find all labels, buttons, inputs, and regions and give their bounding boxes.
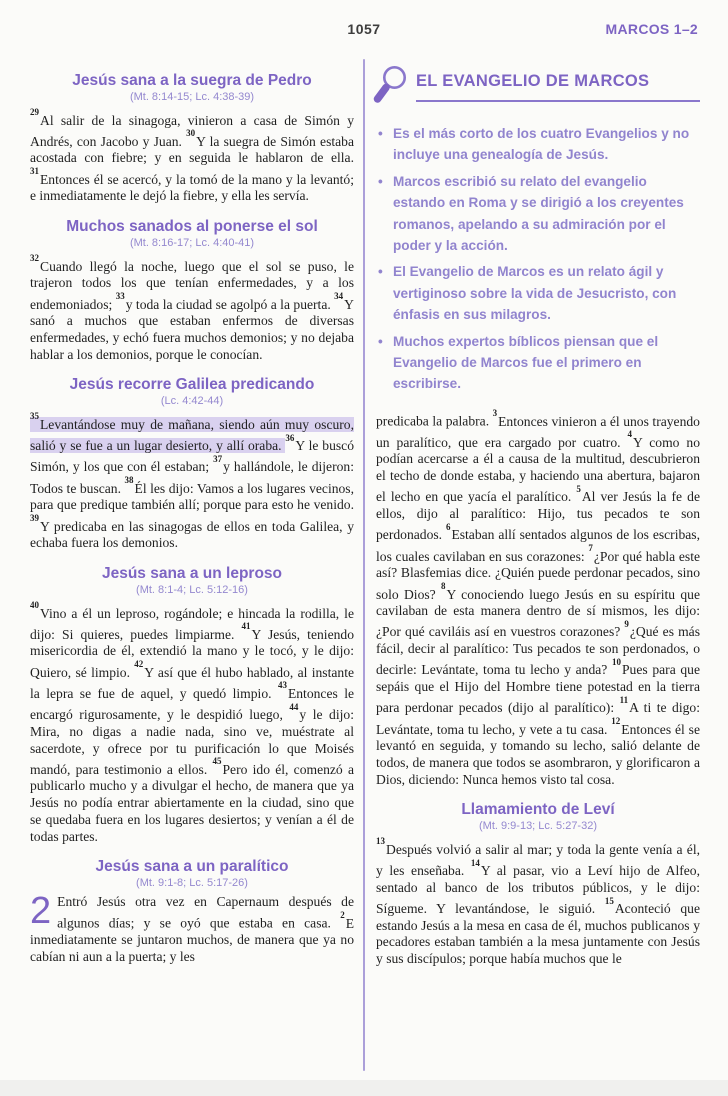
- column-divider: [363, 59, 365, 1071]
- verse-number: 37: [213, 453, 223, 464]
- verse-number: 8: [441, 580, 446, 591]
- verse-segment: $^9$¿Qué es más fácil, decir al paralítico: Tus pecados te son perdonados, o decirle: Levántate, toma tu lecho y anda?: [376, 618, 700, 678]
- verse-number: 31: [30, 166, 39, 177]
- verse-number: 14: [470, 857, 480, 868]
- verse-number: 29: [30, 107, 39, 117]
- callout-bullet-list: [376, 123, 700, 395]
- verse-segment: $^4$Y como no podían acercarse a él a causa de la multitud, descubrieron el techo de donde estaba, y haciendo una abertura, bajaron el lecho en que yacía el paralítico.: [376, 429, 700, 505]
- verse-paragraph: [30, 412, 354, 552]
- verse-segment: predicaba la palabra.: [376, 413, 493, 429]
- verse-number: 38: [124, 475, 134, 486]
- verse-number: 41: [241, 621, 251, 632]
- callout-bullet: • Marcos escribió su relato del evangelio estando en Roma y se dirigió a los creyentes romanos, apelando a su admiración por el poder y la acción.: [376, 171, 700, 257]
- verse-segment: $^{40}$Vino a él un leproso, rogándole; e hincada la rodilla, le dijo: Si quieres, puedes limpiarme.: [30, 599, 354, 642]
- verse-segment: $^{32}$Cuando llegó la noche, luego que el sol se puso, le trajeron todos los que tenían enfermedades, y a los endemoniados;: [30, 253, 354, 312]
- gospel-of-mark-callout: [376, 59, 700, 409]
- verse-segment: $^{11}$A ti te digo: Levántate, toma tu lecho, y vete a tu casa.: [376, 694, 700, 737]
- verse-segment: $^{10}$Pues para que sepáis que el Hijo del Hombre tiene potestad en la tierra para perdonar pecados (dijo al paralítico):: [376, 656, 701, 716]
- verse-segment: $^{38}$Él les dijo: Vamos a los lugares vecinos, para que predique también allí; porque para esto he venido.: [30, 475, 354, 513]
- book-range-header: MARCOS 1–2: [605, 21, 698, 37]
- verse-segment: $^{39}$Y predicaba en las sinagogas de ellos en toda Galilea, y echaba fuera los demonios.: [30, 513, 354, 551]
- verse-segment: $^2$E inmediatamente se juntaron muchos, de manera que ya no cabían ni aun a la puerta; y les: [30, 910, 354, 964]
- verse-segment: $^{37}$y hallándole, le dijeron: Todos te buscan.: [30, 453, 354, 496]
- verse-number: 34: [334, 291, 344, 302]
- left-column: [30, 59, 354, 970]
- verse-number: 10: [612, 656, 621, 667]
- section-heading: Jesús sana a un paralítico: [95, 858, 289, 876]
- verse-number: 35: [30, 411, 39, 422]
- verse-number: 4: [627, 429, 632, 440]
- verse-paragraph: [376, 409, 700, 788]
- verse-segment: Entró Jesús otra vez en Capernaum después de algunos días; y se oyó que estaba en casa.: [57, 894, 354, 931]
- verse-paragraph: [30, 108, 354, 205]
- right-column-text: [376, 409, 700, 968]
- callout-bullet: • Es el más corto de los cuatro Evangelios y no incluye una genealogía de Jesús.: [376, 123, 700, 166]
- callout-title: EL EVANGELIO DE MARCOS: [416, 72, 650, 90]
- verse-segment: $^{41}$Y Jesús, teniendo misericordia de él, extendió la mano y le tocó, y le dijo: Quiero, sé limpio.: [30, 621, 354, 680]
- verse-segment: $^{29}$Al salir de la sinagoga, vinieron a casa de Simón y Andrés, con Jacobo y Juan.: [30, 107, 354, 149]
- callout-bullet: • Muchos expertos bíblicos piensan que el Evangelio de Marcos fue el primero en escribirse.: [376, 331, 700, 395]
- section-cross-reference: (Mt. 8:14-15; Lc. 4:38-39): [129, 91, 255, 103]
- verse-segment: $^6$Estaban allí sentados algunos de los escribas, los cuales cavilaban en sus corazones:: [376, 521, 700, 564]
- page-number: 1057: [347, 21, 381, 37]
- verse-number: 44: [289, 701, 299, 712]
- verse-number: 7: [588, 543, 593, 554]
- verse-segment: $^{44}$y le dijo: Mira, no digas a nadie nada, sino ve, muéstrate al sacerdote, y ofrece por tu purificación lo que Moisés mandó, para testimonio a ellos.: [30, 701, 354, 777]
- section-cross-reference: (Mt. 8:16-17; Lc. 4:40-41): [129, 237, 255, 250]
- section-heading: Jesús recorre Galilea predicando: [69, 376, 315, 394]
- verse-segment: $^{30}$Y la suegra de Simón estaba acostada con fiebre; y en seguida le hablaron de ella.: [30, 128, 354, 166]
- callout-title-underline: [416, 65, 700, 102]
- verse-segment: $^5$Al ver Jesús la fe de ellos, dijo al paralítico: Hijo, tus pecados te son perdonados.: [376, 483, 700, 543]
- section-heading: Muchos sanados al ponerse el sol: [66, 218, 318, 236]
- section-heading: Jesús sana a un leproso: [101, 564, 283, 582]
- page-header: [0, 0, 728, 59]
- verse-segment: $^{13}$Después volvió a salir al mar; y toda la gente venía a él, y les enseñaba.: [376, 836, 700, 879]
- verse-segment: $^{12}$Entonces él se levantó en seguida, y tomando su lecho, salió delante de todos, de manera que todos se asombraron, y glorificaron a Dios, diciendo: Nunca hemos visto tal cosa.: [376, 716, 700, 787]
- page-bottom-margin: [0, 1080, 728, 1096]
- verse-segment: $^{36}$Y le buscó Simón, y los que con él estaban;: [30, 432, 354, 475]
- verse-paragraph: [30, 601, 354, 845]
- verse-number: 33: [115, 291, 125, 302]
- verse-segment: $^7$¿Por qué habla este así? Blasfemias dice. ¿Quién puede perdonar pecados, sino solo Dios?: [376, 543, 701, 602]
- highlighted-verse: $^{35}$Levantándose muy de mañana, siendo aún muy oscuro, salió y se fue a un lugar desierto, y allí oraba.: [30, 411, 354, 454]
- verse-segment: $^{15}$Aconteció que estando Jesús a la mesa en casa de él, muchos publicanos y pecadores estaban también a la mesa juntamente con Jesús y sus discípulos; porque había muchos que le: [376, 895, 701, 967]
- verse-number: 5: [576, 483, 581, 494]
- verse-number: 43: [277, 680, 287, 691]
- verse-segment: $^{45}$Pero ido él, comenzó a publicarlo mucho y a divulgar el hecho, de manera que ya Jesús no podía entrar abiertamente en la ciudad, sino que se quedaba fuera en los lugares desiertos; y venían a él de todas partes.: [30, 756, 354, 844]
- callout-header: [376, 65, 700, 111]
- verse-segment: $^{14}$Y al pasar, vio a Leví hijo de Alfeo, sentado al banco de los tributos públicos, y le dijo: Sígueme. Y levantándose, le siguió.: [376, 857, 700, 917]
- verse-number: 32: [30, 253, 39, 264]
- verse-segment: $^{31}$Entonces él se acercó, y la tomó de la mano y la levantó; e inmediatamente le dejó la fiebre, y ella les servía.: [30, 166, 354, 204]
- section-cross-reference: (Mt. 8:1-4; Lc. 5:12-16): [136, 583, 248, 596]
- verse-number: 30: [186, 128, 196, 139]
- verse-paragraph: [30, 890, 354, 965]
- magnifier-icon: [371, 63, 411, 111]
- verse-segment: $^3$Entonces vinieron a él unos trayendo un paralítico, que era cargado por cuatro.: [376, 408, 700, 450]
- section-cross-reference: (Lc. 4:42-44): [160, 395, 224, 408]
- verse-segment: $^{42}$Y así que él hubo hablado, al instante la lepra se fue de aquel, y quedó limpio.: [30, 659, 355, 701]
- verse-number: 11: [619, 694, 629, 705]
- verse-number: 45: [212, 756, 222, 767]
- callout-bullet: • El Evangelio de Marcos es un relato ágil y vertiginoso sobre la vida de Jesucristo, con énfasis en sus milagros.: [376, 261, 700, 325]
- verse-number: 36: [285, 432, 295, 443]
- text-columns: [0, 59, 728, 970]
- verse-number: 9: [624, 618, 629, 629]
- verse-segment: $^{33}$y toda la ciudad se agolpó a la puerta.: [115, 291, 335, 312]
- verse-number: 39: [30, 513, 39, 524]
- verse-number: 40: [30, 599, 39, 610]
- verse-number: 6: [445, 521, 451, 532]
- section-cross-reference: (Mt. 9:1-8; Lc. 5:17-26): [136, 877, 248, 890]
- verse-number: 42: [134, 659, 144, 670]
- chapter-number-dropcap: 2: [30, 890, 52, 933]
- section-heading: Jesús sana a la suegra de Pedro: [72, 72, 312, 89]
- verse-segment: $^{34}$Y sanó a muchos que estaban enfermos de diversas enfermedades, y echó fuera muchos demonios; y no dejaba hablar a los demonios, porque le conocían.: [30, 291, 354, 362]
- verse-number: 13: [376, 836, 385, 847]
- verse-paragraph: [30, 254, 354, 363]
- verse-segment: $^8$Y conociendo luego Jesús en su espíritu que cavilaban de esta manera dentro de sí mismos, les dijo: ¿Por qué caviláis así en vuestros corazones?: [376, 580, 701, 640]
- verse-paragraph: [376, 837, 700, 968]
- verse-number: 15: [604, 895, 614, 906]
- section-cross-reference: (Mt. 9:9-13; Lc. 5:27-32): [479, 820, 597, 833]
- verse-segment: $^{43}$Entonces le encargó rigurosamente, y le despidió luego,: [30, 680, 355, 723]
- verse-number: 12: [611, 716, 621, 727]
- section-heading: Llamamiento de Leví: [461, 801, 615, 819]
- verse-number: 3: [492, 408, 498, 418]
- right-column: [376, 59, 700, 970]
- verse-number: 2: [340, 910, 345, 920]
